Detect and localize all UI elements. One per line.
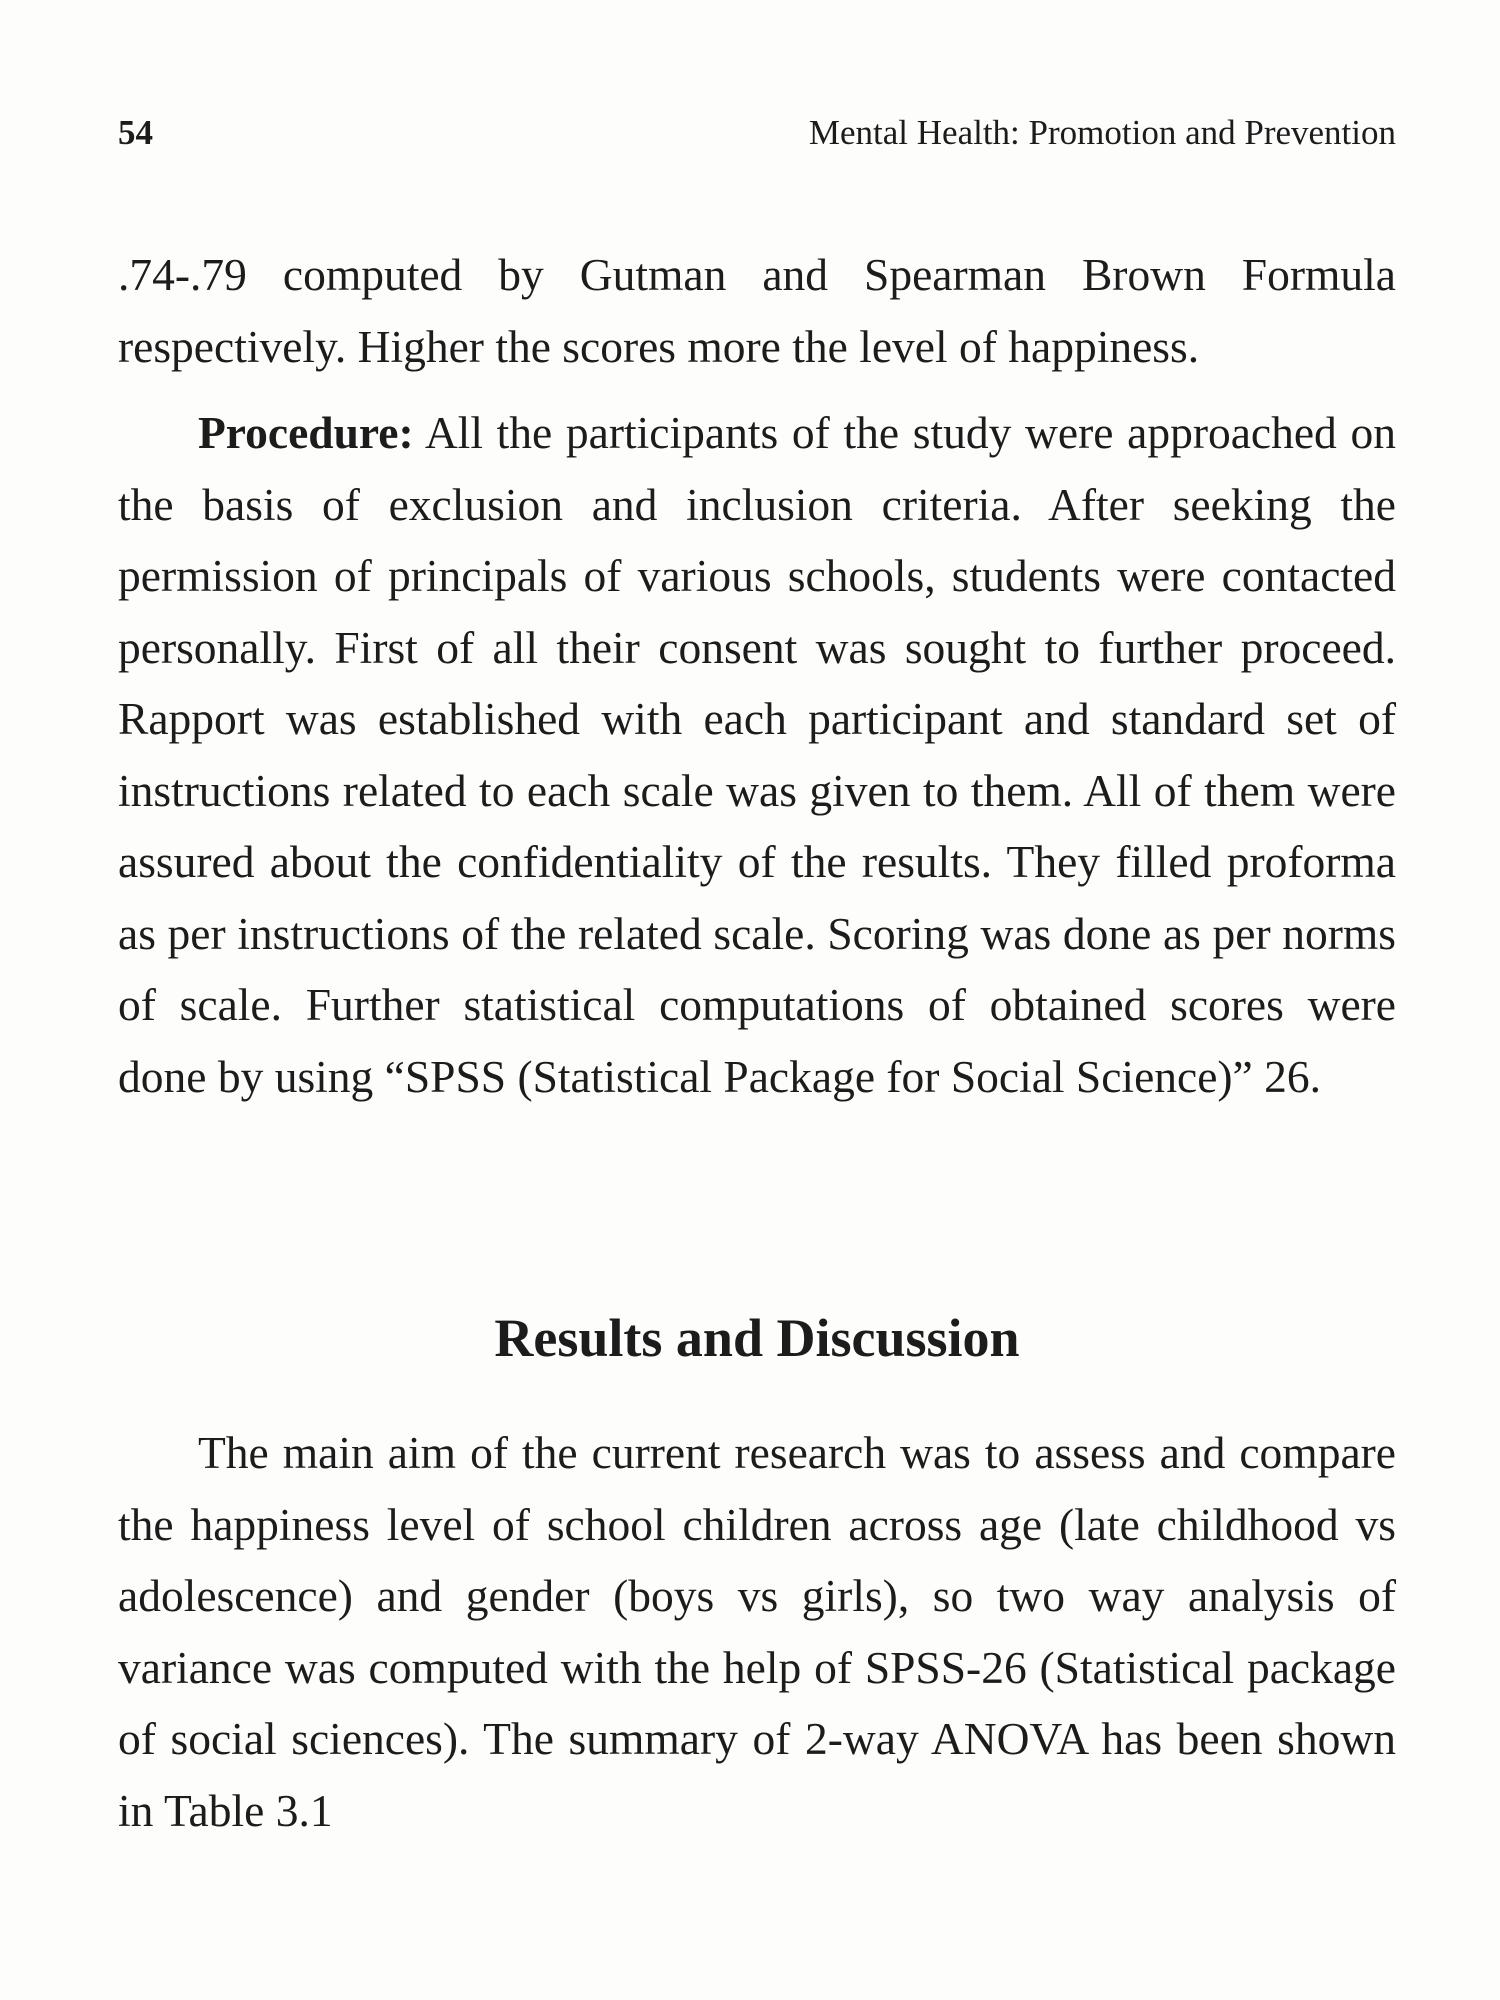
paragraph-results: The main aim of the current research was to assess and compare the happiness level of school children across age (late childhood vs adolescence) and gender (boys vs girls), so two way analysis of variance was computed with the help of SPSS-26 (Statistical package of social sciences). The summary of 2-way ANOVA has been shown in Table 3.1 — [118, 1427, 1396, 1836]
section-heading-results: Results and Discussion — [494, 1308, 1020, 1368]
procedure-heading: Procedure: — [198, 407, 414, 458]
page-number: 54 — [118, 113, 153, 152]
running-title: Mental Health: Promotion and Prevention — [808, 113, 1396, 152]
paragraph-reliability: .74-.79 computed by Gutman and Spearman Brown Formula respectively. Higher the scores more the level of happiness. — [118, 249, 1396, 372]
running-head — [118, 108, 1396, 158]
procedure-text: All the participants of the study were approached on the basis of exclusion and inclusion criteria. After seeking the permission of principals of various schools, students were contacted personally. First of all their consent was sought to further proceed. Rapport was established with each participant and standard set of instructions related to each scale was given to them. All of them were assured about the confidentiality of the results. They filled proforma as per instructions of the related scale. Scoring was done as per norms of scale. Further statistical computations of obtained scores were done by using “SPSS (Statistical Package for Social Science)” 26. — [118, 407, 1396, 1102]
book-page — [118, 0, 1396, 2000]
paragraph-procedure — [118, 397, 1396, 1112]
